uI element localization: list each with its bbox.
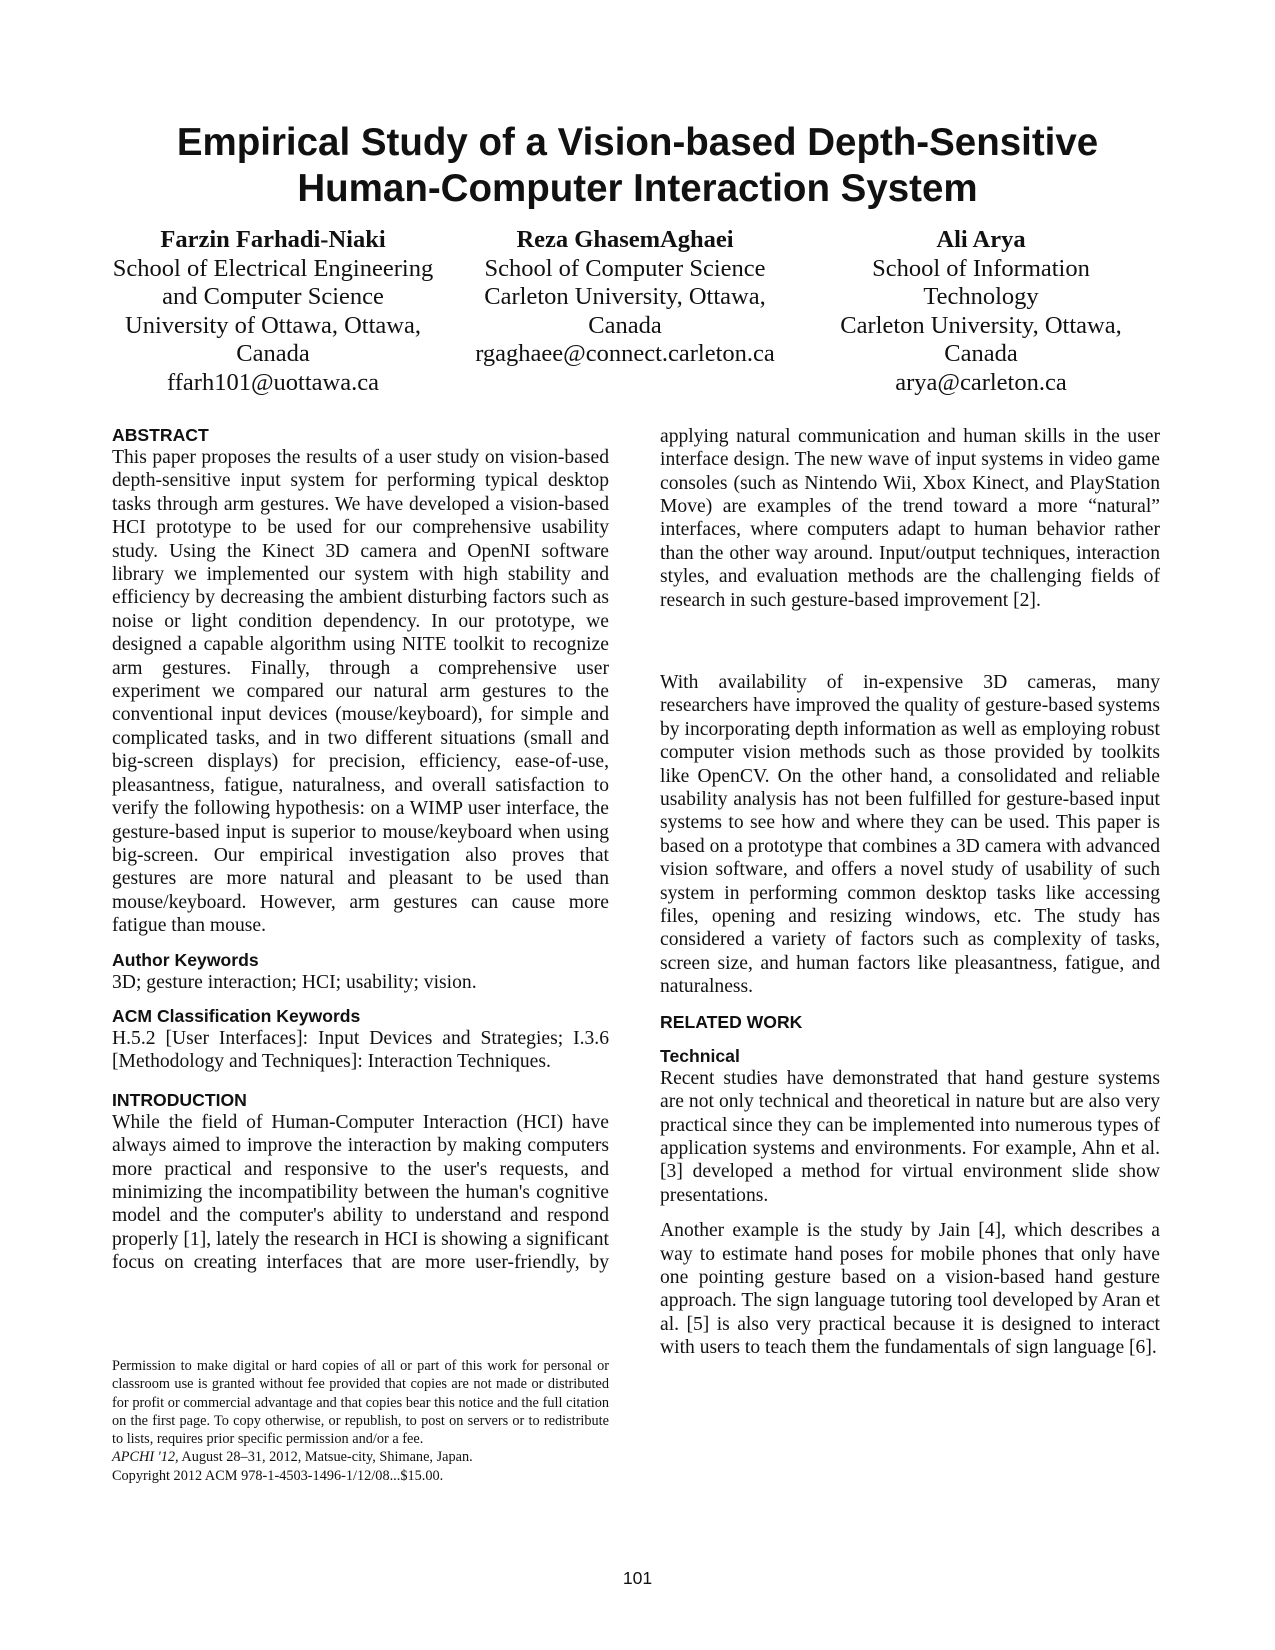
author-block-1 <box>112 226 434 398</box>
author-affiliation-line: Canada <box>588 311 662 339</box>
author-affiliation-line: Canada <box>236 340 310 368</box>
author-name: Farzin Farhadi-Niaki <box>160 226 386 253</box>
acm-keywords-text: H.5.2 [User Interfaces]: Input Devices and Strategies; I.3.6 [Methodology and Techniques]: Interaction Techniques. <box>112 1027 609 1073</box>
author-affiliation-line: Carleton University, Ottawa, <box>840 311 1122 339</box>
introduction-paragraph-continued: applying natural communication and human skills in the user interface design. The new wave of input systems in video game consoles (such as Nintendo Wii, Xbox Kinect, and PlayStation Move) are examples of the trend toward a more “natural” interfaces, where computers adapt to human behavior rather than the other way around. Input/output techniques, interaction styles, and evaluation methods are the challenging fields of research in such gesture-based improvement [2]. <box>660 425 1160 611</box>
related-work-heading: RELATED WORK <box>660 1011 803 1032</box>
introduction-continuation <box>660 425 1160 659</box>
right-column <box>660 425 1160 1360</box>
author-affiliation-line: and Computer Science <box>162 283 384 311</box>
venue-line <box>112 1448 609 1466</box>
author-affiliation-line: School of Electrical Engineering <box>112 254 434 282</box>
introduction-heading: INTRODUCTION <box>112 1089 247 1110</box>
author-keywords-heading: Author Keywords <box>112 949 259 970</box>
author-email: ffarh101@uottawa.ca <box>167 368 379 396</box>
acm-keywords-heading: ACM Classification Keywords <box>112 1005 361 1026</box>
author-affiliation-line: Carleton University, Ottawa, <box>484 283 766 311</box>
venue-detail: August 28–31, 2012, Matsue-city, Shimane, Japan. <box>178 1449 473 1466</box>
author-affiliation-line: Technology <box>923 283 1039 311</box>
page-number: 101 <box>622 1568 653 1588</box>
paper-title <box>100 120 1175 212</box>
abstract-heading: ABSTRACT <box>112 425 209 445</box>
copyright-footnote <box>112 1357 609 1485</box>
permission-notice: Permission to make digital or hard copies of all or part of this work for personal or classroom use is granted without fee provided that copies are not made or distributed for profit or commercial advantage and that copies bear this notice and the full citation on the first page. To copy otherwise, or republish, to post on servers or to redistribute to lists, requires prior specific permission and/or a fee. <box>112 1358 609 1448</box>
author-affiliation-line: University of Ottawa, Ottawa, <box>125 311 421 339</box>
author-block-3 <box>831 226 1131 398</box>
author-affiliation-line: School of Computer Science <box>484 254 766 282</box>
related-work-paragraph: Another example is the study by Jain [4], which describes a way to estimate hand poses for mobile phones that only have one pointing gesture based on a vision-based hand gesture approach. The sign language tutoring tool developed by Aran et al. [5] is also very practical because it is designed to interact with users to teach them the fundamentals of sign language [6]. <box>660 1220 1160 1359</box>
introduction-paragraph: With availability of in-expensive 3D cameras, many researchers have improved the quality of gesture-based systems by incorporating depth information as well as employing robust computer vision methods such as those provided by toolkits like OpenCV. On the other hand, a consolidated and reliable usability analysis has not been fulfilled for gesture-based input systems to see how and where they can be used. This paper is based on a prototype that combines a 3D camera with advanced vision software, and offers a novel study of usability of such system in performing common desktop tasks like accessing files, opening and resizing windows, etc. The study has considered a variety of factors such as complexity of tasks, screen size, and human factors like pleasantness, fatigue, and naturalness. <box>660 672 1160 998</box>
title-line-1: Empirical Study of a Vision-based Depth-Sensitive <box>176 121 1099 164</box>
technical-subheading: Technical <box>660 1045 740 1066</box>
venue-name: APCHI '12, <box>112 1449 179 1466</box>
author-name: Ali Arya <box>936 226 1026 253</box>
related-work-paragraph: Recent studies have demonstrated that hand gesture systems are not only technical and theoretical in nature but are also very practical since they can be implemented into numerous types of application systems and environments. For example, Ahn et al. [3] developed a method for virtual environment slide show presentations. <box>660 1067 1160 1206</box>
author-affiliation-line: School of Information <box>872 254 1090 282</box>
author-block-2 <box>464 226 786 369</box>
author-keywords-text: 3D; gesture interaction; HCI; usability; vision. <box>112 971 477 993</box>
abstract-text: This paper proposes the results of a user study on vision-based depth-sensitive input system for performing typical desktop tasks through arm gestures. We have developed a vision-based HCI prototype to be used for our comprehensive usability study. Using the Kinect 3D camera and OpenNI software library we implemented our system with high stability and efficiency by decreasing the ambient disturbing factors such as noise or light condition dependency. In our prototype, we designed a capable algorithm using NITE toolkit to recognize arm gestures. Finally, through a comprehensive user experiment we compared our natural arm gestures to the conventional input devices (mouse/keyboard), for simple and complicated tasks, and in two different situations (small and big-screen displays) for precision, efficiency, ease-of-use, pleasantness, fatigue, naturalness, and overall satisfaction to verify the following hypothesis: on a WIMP user interface, the gesture-based input is superior to mouse/keyboard when using big-screen. Our empirical investigation also proves that gestures are more natural and pleasant to be used than mouse/keyboard. However, arm gestures can cause more fatigue than mouse. <box>112 447 609 937</box>
author-email: arya@carleton.ca <box>895 368 1067 396</box>
author-name: Reza GhasemAghaei <box>516 226 734 253</box>
author-email: rgaghaee@connect.carleton.ca <box>475 340 775 368</box>
author-affiliation-line: Canada <box>944 340 1018 368</box>
introduction-paragraph: While the field of Human-Computer Interaction (HCI) have always aimed to improve the interaction by making computers more practical and responsive to the user's requests, and minimizing the incompatibility between the human's cognitive model and the computer's ability to understand and respond properly [1], lately the research in HCI is showing a significant focus on creating interfaces that are more user-friendly, by <box>112 1111 609 1274</box>
title-line-2: Human-Computer Interaction System <box>297 167 978 210</box>
copyright-line: Copyright 2012 ACM 978-1-4503-1496-1/12/08...$15.00. <box>112 1467 444 1484</box>
left-column <box>112 424 609 1275</box>
